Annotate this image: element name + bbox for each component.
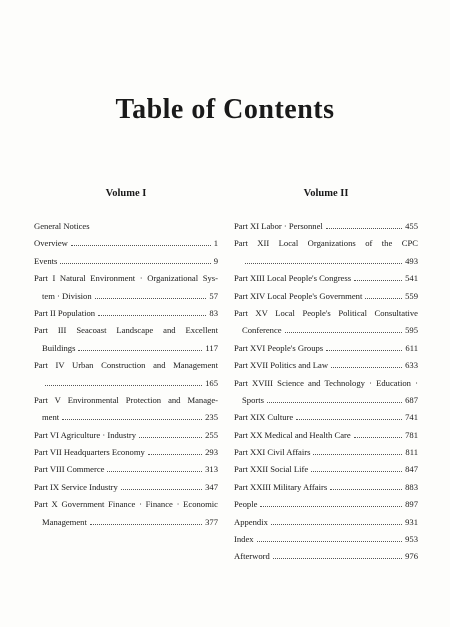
toc-entry-title: Part VIII Commerce: [34, 464, 105, 475]
dot-leader: [365, 289, 402, 299]
page-number: 541: [405, 273, 418, 284]
toc-entry-title: Part I Natural Environment · Organizational Sys-: [34, 273, 218, 284]
toc-entry-title: Management: [42, 516, 87, 527]
page-number: 897: [405, 499, 418, 510]
page-number: 781: [405, 429, 418, 440]
dot-leader: [78, 341, 202, 351]
dot-leader: [331, 358, 402, 368]
page-number: 687: [405, 394, 418, 405]
volume-2-heading: Volume II: [303, 188, 349, 199]
page-number: 313: [205, 464, 218, 475]
toc-entry-title: Part XVI People's Groups: [234, 342, 324, 353]
toc-entry-title: Part VI Agriculture · Industry: [34, 429, 136, 440]
toc-entry[interactable]: [34, 270, 218, 305]
toc-entry[interactable]: [234, 218, 418, 235]
toc-entry-title: Part XIV Local People's Government: [234, 290, 363, 301]
toc-entry-title: Part X Government Finance · Finance · Economic: [34, 499, 218, 510]
toc-entry-title: Part V Environmental Protection and Manage-: [34, 394, 218, 405]
dot-leader: [60, 254, 210, 264]
toc-entry-title: Appendix: [234, 516, 268, 527]
toc-entry[interactable]: [34, 322, 218, 357]
toc-entry-title: General Notices: [34, 221, 90, 231]
toc-entry-title: Part XV Local People's Political Consultative: [234, 307, 418, 318]
page-number: 9: [213, 255, 218, 266]
page-number: 255: [205, 429, 218, 440]
dot-leader: [245, 254, 402, 264]
toc-entry-title: ment: [42, 412, 60, 423]
toc-entry[interactable]: [234, 548, 418, 565]
toc-entry[interactable]: [34, 218, 218, 235]
toc-entry[interactable]: [234, 444, 418, 461]
toc-entry[interactable]: [234, 375, 418, 410]
toc-entry[interactable]: [234, 427, 418, 444]
toc-entry-title: Part IX Service Industry: [34, 481, 118, 492]
toc-entry[interactable]: [234, 357, 418, 374]
dot-leader: [45, 376, 202, 386]
toc-entry-title: Part XVIII Science and Technology · Education ·: [234, 377, 418, 388]
toc-entry[interactable]: [34, 461, 218, 478]
dot-leader: [139, 428, 202, 438]
page-number: 1: [213, 238, 218, 249]
volume-1-column: [34, 188, 218, 531]
dot-leader: [121, 480, 202, 490]
page-number: 811: [405, 447, 418, 458]
toc-entry-title: Sports: [242, 394, 264, 405]
dot-leader: [260, 497, 402, 507]
page-number: 377: [205, 516, 218, 527]
page-number: 976: [405, 551, 418, 562]
dot-leader: [90, 515, 202, 525]
page-title: Table of Contents: [115, 94, 335, 125]
page-number: 953: [405, 534, 418, 545]
page-number: 595: [405, 325, 418, 336]
page-number: 57: [209, 290, 218, 301]
page-number: 611: [405, 342, 418, 353]
toc-entry-title: Buildings: [42, 342, 76, 353]
toc-entry-title: Conference: [242, 325, 282, 336]
page-number: 931: [405, 516, 418, 527]
toc-entry-title: Part XX Medical and Health Care: [234, 429, 351, 440]
toc-entry-title: Part XXIII Military Affairs: [234, 481, 328, 492]
dot-leader: [95, 289, 207, 299]
toc-entry-title: Part XXII Social Life: [234, 464, 309, 475]
volume-1-entries: [34, 218, 218, 531]
dot-leader: [354, 428, 402, 438]
toc-entry-title: Part XIX Culture: [234, 412, 294, 423]
toc-entry[interactable]: [234, 531, 418, 548]
dot-leader: [311, 462, 402, 472]
dot-leader: [296, 410, 402, 420]
toc-entry[interactable]: [34, 305, 218, 322]
toc-entry[interactable]: [34, 235, 218, 252]
page-number: 293: [205, 447, 218, 458]
dot-leader: [71, 236, 211, 246]
dot-leader: [148, 445, 202, 455]
toc-entry-title: Part XIII Local People's Congress: [234, 273, 352, 284]
toc-entry-title: Events: [34, 255, 58, 266]
volume-2-column: [234, 188, 418, 566]
toc-entry-title: Part XVII Politics and Law: [234, 360, 329, 371]
page-number: 633: [405, 360, 418, 371]
dot-leader: [107, 462, 202, 472]
volume-2-entries: [234, 218, 418, 566]
page-number: 883: [405, 481, 418, 492]
page-number: 165: [205, 377, 218, 388]
toc-entry-title: Part IV Urban Construction and Management: [34, 360, 218, 371]
dot-leader: [326, 219, 402, 229]
toc-entry[interactable]: [34, 253, 218, 270]
page-number: 559: [405, 290, 418, 301]
volume-1-heading: Volume I: [105, 188, 147, 199]
toc-entry[interactable]: [234, 479, 418, 496]
toc-entry[interactable]: [234, 461, 418, 478]
dot-leader: [330, 480, 402, 490]
page-number: 235: [205, 412, 218, 423]
dot-leader: [354, 271, 402, 281]
toc-entry[interactable]: [234, 305, 418, 340]
page-number: 455: [405, 221, 418, 231]
page-number: 493: [405, 255, 418, 266]
toc-entry-title: Part II Population: [34, 307, 96, 318]
toc-entry[interactable]: [234, 288, 418, 305]
page-number: 117: [205, 342, 218, 353]
page-number: 83: [209, 307, 218, 318]
toc-entry-title: Part XXI Civil Affairs: [234, 447, 311, 458]
toc-entry-title: Overview: [34, 238, 68, 249]
toc-entry[interactable]: [34, 479, 218, 496]
toc-entry[interactable]: [234, 409, 418, 426]
dot-leader: [98, 306, 206, 316]
toc-entry[interactable]: [234, 270, 418, 287]
dot-leader: [62, 410, 202, 420]
toc-entry[interactable]: [234, 235, 418, 270]
toc-entry[interactable]: [234, 514, 418, 531]
page-number: 741: [405, 412, 418, 423]
toc-entry-title: Part XII Local Organizations of the CPC: [234, 238, 418, 249]
toc-entry-title: Afterword: [234, 551, 270, 562]
dot-leader: [285, 323, 403, 333]
toc-entry[interactable]: [34, 357, 218, 392]
toc-entry[interactable]: [34, 392, 218, 427]
toc-entry[interactable]: [34, 444, 218, 461]
page-number: 347: [205, 481, 218, 492]
toc-entry-title: Part VII Headquarters Economy: [34, 447, 145, 458]
dot-leader: [313, 445, 402, 455]
toc-entry[interactable]: [234, 340, 418, 357]
page-number: 847: [405, 464, 418, 475]
toc-entry[interactable]: [234, 496, 418, 513]
dot-leader: [267, 393, 402, 403]
dot-leader: [326, 341, 402, 351]
dot-leader: [273, 549, 402, 559]
toc-entry-title: Index: [234, 534, 254, 545]
toc-entry-title: Part III Seacoast Landscape and Excellent: [34, 325, 218, 336]
dot-leader: [257, 532, 403, 542]
toc-entry-title: tem · Division: [42, 290, 92, 301]
toc-entry[interactable]: [34, 496, 218, 531]
dot-leader: [271, 515, 402, 525]
toc-entry-title: Part XI Labor · Personnel: [234, 221, 323, 231]
toc-entry-title: People: [234, 499, 258, 510]
toc-entry[interactable]: [34, 427, 218, 444]
